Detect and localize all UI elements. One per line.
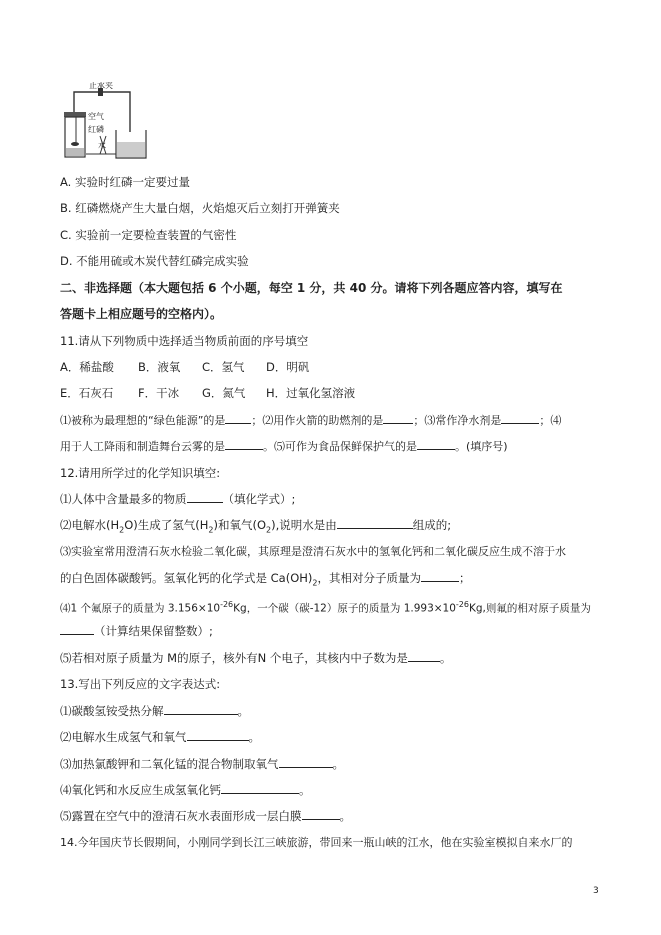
q13-text: 。 bbox=[299, 783, 311, 797]
answer-blank[interactable] bbox=[225, 412, 251, 424]
answer-blank[interactable] bbox=[302, 808, 340, 820]
answer-blank[interactable] bbox=[187, 491, 223, 503]
q11-stem: 11.请从下列物质中选择适当物质前面的序号填空 bbox=[60, 334, 309, 348]
q12-text: Kg,则氟的相对原子质量为 bbox=[469, 602, 591, 615]
q12-text: 。 bbox=[439, 651, 452, 665]
q11-option: B．液氧 bbox=[138, 360, 181, 374]
option-c: C. 实验前一定要检查装置的气密性 bbox=[60, 228, 237, 242]
q12-text: ⑵电解水(H bbox=[60, 518, 120, 532]
q13-item5 bbox=[60, 808, 351, 824]
q12-text: （计算结果保留整数）; bbox=[94, 624, 213, 638]
q11-part1: ⑴被称为最理想的“绿色能源”的是 bbox=[60, 414, 226, 427]
q12-text: ⑴人体中含量最多的物质 bbox=[60, 492, 187, 506]
answer-blank[interactable] bbox=[501, 412, 539, 424]
q11-option: F．干冰 bbox=[138, 386, 180, 400]
subscript: 2 bbox=[312, 578, 318, 588]
section-heading-line1: 二、非选择题（本大题包括 6 个小题，每空 1 分，共 40 分。请将下列各题应答内容，填写在 bbox=[60, 281, 563, 295]
q12-line2 bbox=[60, 517, 451, 538]
q12-text: )和氧气(O bbox=[213, 518, 267, 532]
q12-text: ； bbox=[459, 571, 471, 585]
label-water: 水 bbox=[98, 141, 106, 150]
q12-stem: 12.请用所学过的化学知识填空: bbox=[60, 466, 221, 480]
answer-blank[interactable] bbox=[408, 650, 440, 662]
q13-text: 。 bbox=[339, 809, 351, 823]
q11-option: E．石灰石 bbox=[60, 386, 114, 400]
q12-text: O)生成了氢气(H bbox=[124, 518, 209, 532]
q12-line6 bbox=[60, 623, 213, 639]
q11-part5: 用于人工降雨和制造舞台云雾的是 bbox=[60, 440, 225, 453]
option-b: B. 红磷燃烧产生大量白烟，火焰熄灭后立刻打开弹簧夹 bbox=[60, 201, 340, 215]
q11-part6: 。⑸可作为食品保鲜保护气的是 bbox=[263, 440, 417, 453]
q12-text: （填化学式）; bbox=[222, 492, 296, 506]
option-a: A. 实验时红磷一定要过量 bbox=[60, 175, 190, 189]
q12-text: ⑷1 个氟原子的质量为 3.156×10 bbox=[60, 602, 221, 615]
q13-text: 。 bbox=[248, 730, 260, 744]
answer-blank[interactable] bbox=[60, 623, 94, 635]
answer-blank[interactable] bbox=[164, 703, 238, 715]
q11-options-row2 bbox=[60, 385, 355, 401]
q11-options-row1 bbox=[60, 359, 309, 375]
apparatus-diagram bbox=[60, 82, 150, 166]
page-number: 3 bbox=[593, 886, 599, 896]
q14-stem: 14.今年国庆节长假期间，小刚同学到长江三峡旅游，带回来一瓶山峡的江水，他在实验室模拟自来水厂的 bbox=[60, 836, 573, 849]
q13-text: ⑷氧化钙和水反应生成氢氧化钙 bbox=[60, 783, 221, 797]
q13-item3 bbox=[60, 756, 344, 772]
q12-text: Kg，一个碳（碳-12）原子的质量为 1.993×10 bbox=[233, 602, 456, 615]
q13-text: 。 bbox=[237, 704, 249, 718]
q11-part2: ；⑵用作火箭的助燃剂的是 bbox=[251, 414, 384, 427]
q11-part3: ；⑶常作净水剂是 bbox=[413, 414, 502, 427]
q11-fill-line1 bbox=[60, 412, 561, 429]
apparatus-drawing bbox=[60, 82, 150, 162]
q13-text: ⑸露置在空气中的澄清石灰水表面形成一层白膜 bbox=[60, 809, 302, 823]
q11-option: C．氢气 bbox=[202, 360, 245, 374]
q13-item1 bbox=[60, 703, 249, 719]
q12-line7 bbox=[60, 650, 451, 666]
q11-part7: 。(填序号) bbox=[455, 440, 508, 453]
label-air: 空气 bbox=[88, 112, 104, 121]
q12-text: 的白色固体碳酸钙。氢氧化钙的化学式是 Ca(OH) bbox=[60, 571, 313, 585]
q12-line4 bbox=[60, 570, 471, 591]
q11-option: G．氮气 bbox=[202, 386, 246, 400]
label-clamp: 止水夹 bbox=[89, 82, 113, 90]
answer-blank[interactable] bbox=[279, 756, 333, 768]
q11-option: H．过氧化氢溶液 bbox=[266, 386, 356, 400]
q13-text: ⑶加热氯酸钾和二氧化锰的混合物制取氧气 bbox=[60, 757, 279, 771]
q12-text: 组成的; bbox=[412, 518, 452, 532]
section-heading-line2: 答题卡上相应题号的空格内）。 bbox=[60, 307, 223, 321]
q13-text: ⑴碳酸氢铵受热分解 bbox=[60, 704, 164, 718]
q11-option: A．稀盐酸 bbox=[60, 360, 114, 374]
superscript: -26 bbox=[455, 600, 469, 609]
answer-blank[interactable] bbox=[221, 782, 299, 794]
answer-blank[interactable] bbox=[337, 517, 413, 529]
q13-item2 bbox=[60, 729, 260, 745]
subscript: 2 bbox=[266, 525, 272, 535]
label-phosphorus: 红磷 bbox=[88, 125, 104, 134]
q13-text: ⑵电解水生成氢气和氧气 bbox=[60, 730, 187, 744]
answer-blank[interactable] bbox=[383, 412, 413, 424]
q12-line3: ⑶实验室常用澄清石灰水检验二氧化碳，其原理是澄清石灰水中的氢氧化钙和二氧化碳反应生成不溶于水 bbox=[60, 545, 566, 558]
q11-part4: ；⑷ bbox=[539, 414, 562, 427]
q12-text: ),说明水是由 bbox=[271, 518, 337, 532]
subscript: 2 bbox=[208, 525, 214, 535]
option-d: D. 不能用硫或木炭代替红磷完成实验 bbox=[60, 254, 249, 268]
superscript: -26 bbox=[220, 600, 234, 609]
answer-blank[interactable] bbox=[421, 570, 459, 582]
q12-text: ⑸若相对原子质量为 M的原子，核外有N 个电子，其核内中子数为是 bbox=[60, 651, 408, 665]
q11-fill-line2 bbox=[60, 438, 508, 455]
answer-blank[interactable] bbox=[187, 729, 249, 741]
q12-line1 bbox=[60, 491, 295, 507]
q12-line5 bbox=[60, 597, 591, 617]
answer-blank[interactable] bbox=[417, 438, 455, 450]
q11-option: D．明矾 bbox=[266, 360, 310, 374]
q13-item4 bbox=[60, 782, 311, 798]
answer-blank[interactable] bbox=[225, 438, 263, 450]
q13-stem: 13.写出下列反应的文字表达式: bbox=[60, 677, 221, 691]
q13-text: 。 bbox=[332, 757, 344, 771]
q12-text: ，其相对分子质量为 bbox=[317, 571, 421, 585]
subscript: 2 bbox=[119, 525, 125, 535]
